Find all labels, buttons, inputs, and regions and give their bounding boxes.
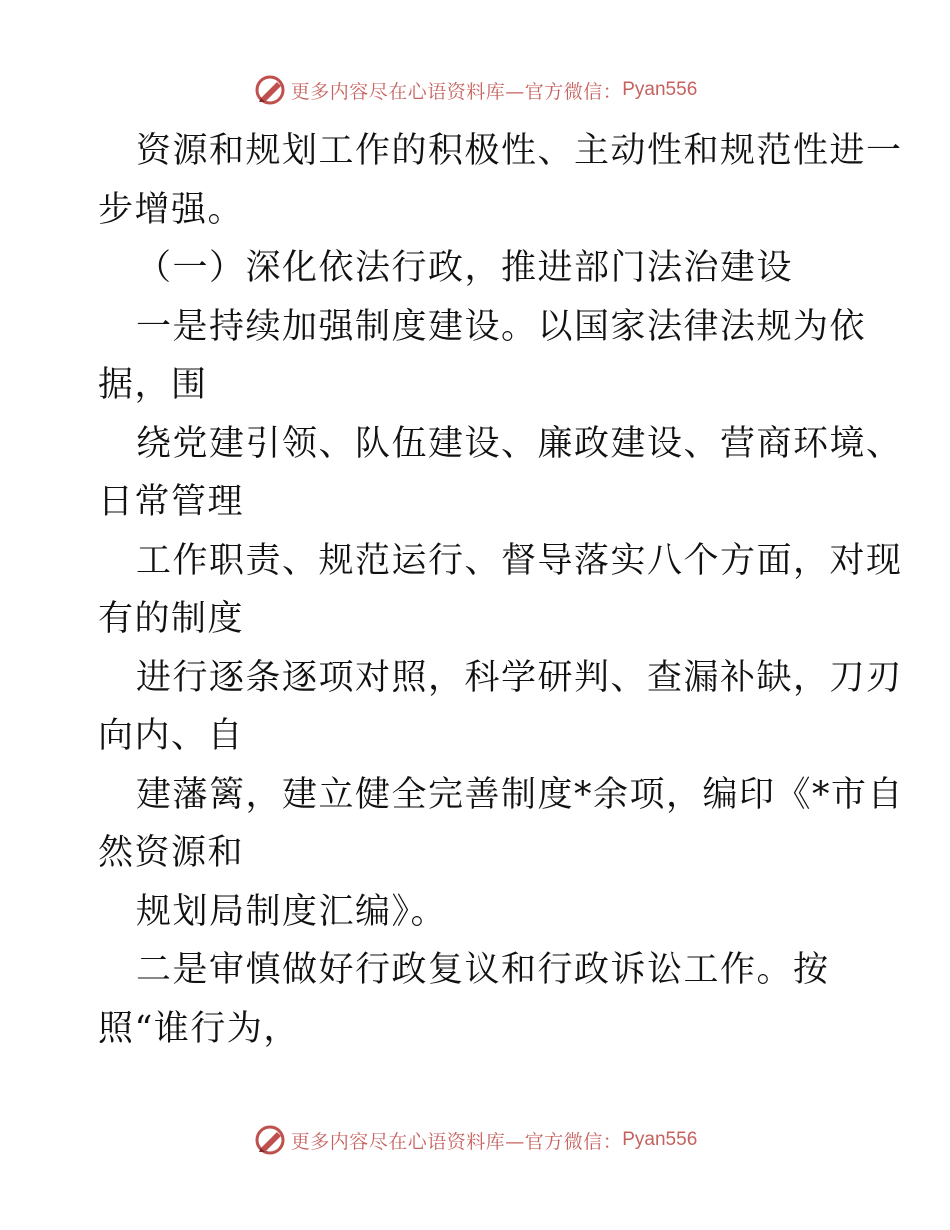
body-line: 工作职责、规范运行、督导落实八个方面，对现 bbox=[136, 540, 903, 581]
header-watermark bbox=[0, 72, 950, 108]
body-line: 建藩篱，建立健全完善制度*余项，编印《*市自 bbox=[136, 774, 905, 815]
document-body bbox=[98, 122, 905, 1058]
pen-logo-icon bbox=[253, 1123, 287, 1157]
body-line: 规划局制度汇编》。 bbox=[136, 891, 448, 932]
body-line: 据，围 bbox=[98, 365, 208, 405]
body-line: 然资源和 bbox=[98, 833, 245, 873]
section-heading: （一）深化依法行政，推进部门法治建设 bbox=[136, 248, 794, 288]
body-line: 向内、自 bbox=[98, 716, 245, 756]
body-line: 有的制度 bbox=[98, 599, 245, 639]
body-line: 步增强。 bbox=[98, 189, 245, 230]
watermark-wechat-id: Pyan556 bbox=[622, 1129, 698, 1150]
body-line: 进行逐条逐项对照，科学研判、查漏补缺，刀刃 bbox=[136, 657, 903, 698]
body-line: 日常管理 bbox=[98, 482, 245, 522]
body-line: 绕党建引领、队伍建设、廉政建设、营商环境、 bbox=[136, 423, 903, 464]
pen-logo-icon bbox=[253, 73, 287, 107]
body-line: 资源和规划工作的积极性、主动性和规范性进一 bbox=[136, 131, 903, 171]
watermark-text: 更多内容尽在心语资料库—官方微信： bbox=[290, 80, 623, 103]
body-line: 照“谁行为， bbox=[98, 1008, 300, 1049]
body-line: 二是审慎做好行政复议和行政诉讼工作。按 bbox=[136, 950, 830, 990]
body-line: 一是持续加强制度建设。以国家法律法规为依 bbox=[136, 306, 867, 347]
watermark-wechat-id: Pyan556 bbox=[622, 79, 698, 100]
watermark-text: 更多内容尽在心语资料库—官方微信： bbox=[290, 1130, 623, 1153]
footer-watermark bbox=[0, 1122, 950, 1158]
